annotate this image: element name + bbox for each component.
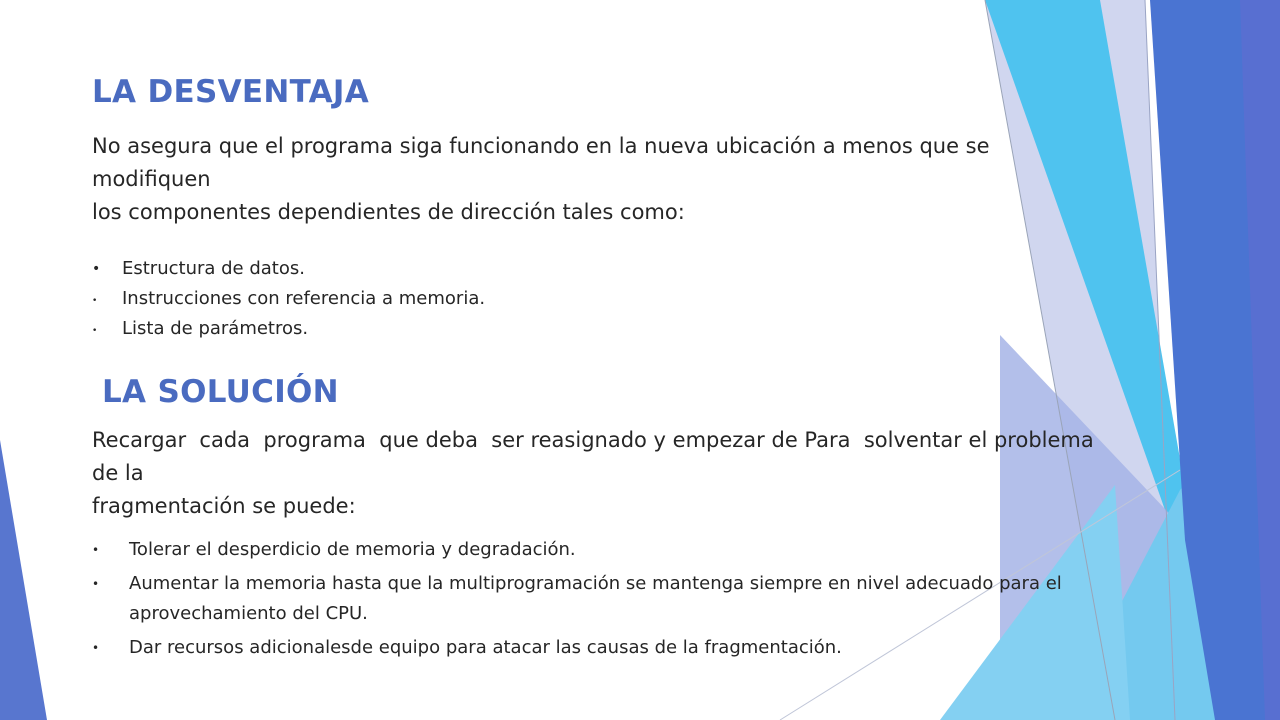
list-item-text: Instrucciones con referencia a memoria.: [122, 288, 486, 309]
bullet-icon: •: [92, 543, 100, 557]
bullet-icon: •: [92, 326, 98, 336]
list-item-text: Tolerar el desperdicio de memoria y degradación.: [129, 539, 576, 560]
list-item: [92, 535, 1162, 565]
bullet-icon: •: [92, 296, 98, 306]
solucion-paragraph-line1: Recargar cada programa que deba ser reasignado y empezar de Para solventar el problema de la: [92, 428, 1108, 485]
list-item-text: Lista de parámetros.: [122, 318, 309, 339]
list-item-text: Aumentar la memoria hasta que la multiprogramación se mantenga siempre en nivel adecuado para el aprovechamiento del CPU.: [129, 573, 1074, 624]
desventaja-paragraph-line2: los componentes dependientes de dirección tales como:: [92, 200, 685, 224]
desventaja-list: [92, 254, 485, 344]
list-item: [92, 284, 485, 314]
section-title-solucion: LA SOLUCIÓN: [102, 374, 339, 410]
bullet-icon: •: [92, 641, 100, 655]
list-item: [92, 254, 485, 284]
list-item-text: Estructura de datos.: [122, 258, 305, 279]
list-item: [92, 569, 1162, 629]
list-item: [92, 633, 1162, 663]
list-item-text: Dar recursos adicionalesde equipo para atacar las causas de la fragmentación.: [129, 637, 842, 658]
list-item: [92, 314, 485, 344]
desventaja-paragraph: [92, 130, 1112, 229]
solucion-list: [92, 535, 1162, 667]
bullet-icon: •: [92, 577, 100, 591]
bullet-icon: •: [92, 261, 101, 277]
desventaja-paragraph-line1: No asegura que el programa siga funcionando en la nueva ubicación a menos que se modifiquen: [92, 134, 990, 191]
solucion-paragraph-line2: fragmentación se puede:: [92, 494, 356, 518]
solucion-paragraph: [92, 424, 1112, 523]
section-title-desventaja: LA DESVENTAJA: [92, 74, 370, 110]
